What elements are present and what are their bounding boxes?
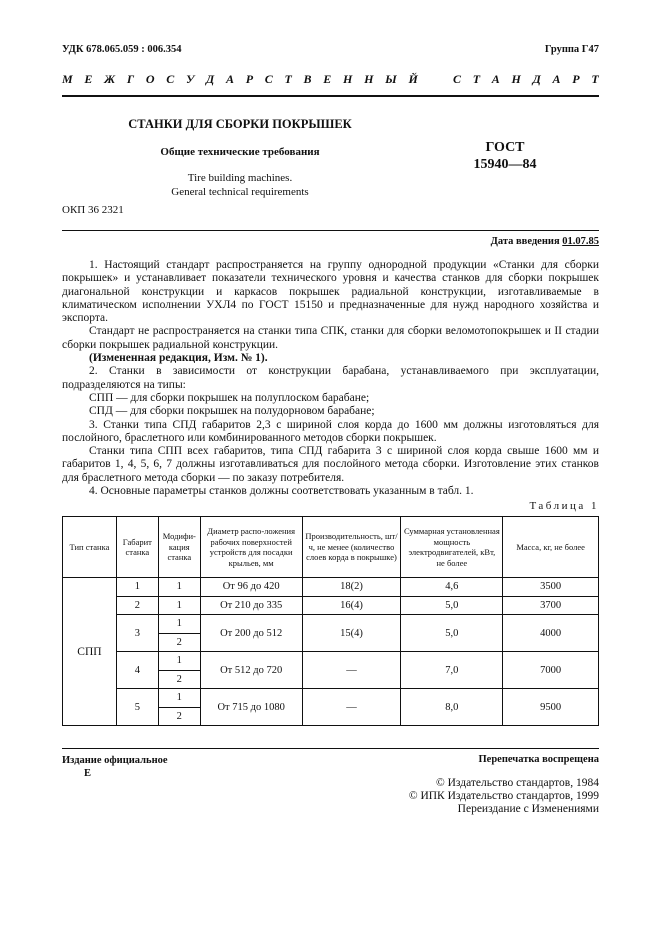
cell-size: 1 [116,578,158,597]
cell-size: 4 [116,652,158,689]
cell-modification: 2 [158,707,200,726]
introduction-date-value: 01.07.85 [562,236,599,247]
column-header: Диаметр распо-ложения рабочих поверхностей устройств для посадки крыльев, мм [200,517,302,578]
banner-letter: Т [472,72,481,86]
document-title: СТАНКИ ДЛЯ СБОРКИ ПОКРЫШЕК [128,117,352,131]
cell-modification: 2 [158,670,200,689]
udk-code: УДК 678.065.059 : 006.354 [62,44,182,55]
banner-letter: А [491,72,500,86]
cell-modification: 1 [158,652,200,671]
english-title-line-2: General technical requirements [171,186,309,198]
cell-mass: 3700 [503,596,599,615]
table-row [63,615,599,634]
cell-type: СПП [63,578,117,726]
reissue-note: Переиздание с Изменениями [457,803,599,815]
parameters-table [62,516,599,726]
cell-size: 3 [116,615,158,652]
banner-letter: Е [84,72,93,86]
cell-power: 8,0 [401,689,503,726]
english-title-line-1: Tire building machines. [187,172,293,184]
copyright-1984: © Издательство стандартов, 1984 [435,777,599,789]
banner-letter: Е [323,72,332,86]
cell-diameter: От 200 до 512 [200,615,302,652]
cell-diameter: От 210 до 335 [200,596,302,615]
banner-letter: В [303,72,312,86]
cell-modification: 1 [158,578,200,597]
cell-size: 5 [116,689,158,726]
paragraph: (Измененная редакция, Изм. № 1). [89,352,268,365]
banner-letter: Н [511,72,521,86]
cell-mass: 7000 [503,652,599,689]
paragraph: 4. Основные параметры станков должны соответствовать указанным в табл. 1. [89,485,474,498]
gost-number [460,139,550,173]
table-row [63,652,599,671]
column-header: Суммарная установленная мощность электродвигателей, кВт, не более [401,517,503,578]
paragraph: 1. Настоящий стандарт распространяется на группу однородной продукции «Станки для сборки покрышек» и устанавливает показатели технического уровня и качества станков для сборки покрышек диагональной конструкции и каркасов покрышек радиальной конструкции, изготавливаемые в климатическом исполнении УХЛ4 по ГОСТ 15150 и предназначенные для нужд народного хозяйства и экспорта. [62,259,599,325]
cell-mass: 3500 [503,578,599,597]
table-row [63,596,599,615]
edition-block [62,754,168,780]
reprint-notice: Перепечатка воспрещена [478,754,599,765]
gost-label: ГОСТ [485,140,525,155]
banner-letter: А [552,72,561,86]
banner-letter: С [264,72,273,86]
paragraph: 2. Станки в зависимости от конструкции барабана, устанавливаемого при эксплуатации, подразделяются на типы: [62,365,599,391]
cell-power: 5,0 [401,615,503,652]
banner-letter: У [185,72,195,86]
footer-rule [62,748,599,749]
column-header: Масса, кг, не более [503,517,599,578]
paragraph: Станки типа СПП всех габаритов, типа СПД габарита 3 с шириной слоя корда свыше 1600 мм и габаритов 1, 4, 5, 6, 7 должны изготавливаться для послойного метода сборки. Изготовление этих станков для браслетного метода сборки — по заказу потребителя. [62,445,599,484]
banner-letter: Ж [104,72,116,86]
banner-letter: Ы [385,72,397,86]
paragraph: СПД — для сборки покрышек на полудорновом барабане; [89,405,375,418]
banner-letter: Г [126,72,135,86]
cell-power: 4,6 [401,578,503,597]
banner-letter: Т [284,72,292,86]
banner-letter: А [225,72,234,86]
table-body [63,578,599,726]
group-code: Группа Г47 [544,44,599,55]
cell-modification: 1 [158,615,200,634]
banner-letter: О [145,72,155,86]
table-row [63,578,599,597]
copyright-1999: © ИПК Издательство стандартов, 1999 [408,790,599,802]
cell-productivity: 16(4) [302,596,401,615]
banner-letter: Т [591,72,599,86]
cell-size: 2 [116,596,158,615]
column-header: Модифи-кация станка [158,517,200,578]
interstate-standard-banner [62,72,599,87]
cell-diameter: От 512 до 720 [200,652,302,689]
title-block [100,117,380,199]
column-header: Тип станка [63,517,117,578]
banner-letter: Й [408,72,418,86]
body-text [62,259,599,498]
banner-letter: Р [572,72,580,86]
cell-mass: 4000 [503,615,599,652]
cell-modification: 2 [158,633,200,652]
introduction-date [491,236,599,247]
table-caption: Таблица 1 [529,500,599,512]
cell-productivity: — [302,689,401,726]
introduction-date-label: Дата введения [490,236,563,247]
cell-power: 7,0 [401,652,503,689]
table-row [63,689,599,708]
banner-letter: Н [364,72,374,86]
paragraph: Стандарт не распространяется на станки типа СПК, станки для сборки веломотопокрышек и II стадии сборки покрышек радиальной конструкции. [62,325,599,351]
cell-diameter: От 715 до 1080 [200,689,302,726]
banner-letter: Д [206,72,215,86]
cell-modification: 1 [158,689,200,708]
banner-letter: С [166,72,175,86]
column-header: Габарит станка [116,517,158,578]
banner-letter: С [453,72,462,86]
cell-productivity: 15(4) [302,615,401,652]
banner-rule [62,95,599,97]
banner-letter: Н [343,72,353,86]
table-header-row [63,517,599,578]
copyright-block [409,777,599,816]
date-rule [62,230,599,231]
banner-letter: М [62,72,73,86]
edition-mark: E [84,768,92,779]
cell-power: 5,0 [401,596,503,615]
column-header: Производительность, шт/ч, не менее (количество слоев корда в покрышке) [302,517,401,578]
gost-code: 15940—84 [473,157,537,172]
cell-diameter: От 96 до 420 [200,578,302,597]
banner-letter: Д [532,72,541,86]
official-edition: Издание официальное [62,755,168,766]
cell-modification: 1 [158,596,200,615]
okp-code: ОКП 36 2321 [62,204,124,216]
english-title [100,171,380,199]
banner-letter: Р [245,72,254,86]
cell-productivity: 18(2) [302,578,401,597]
cell-mass: 9500 [503,689,599,726]
paragraph: 3. Станки типа СПД габаритов 2,3 с шириной слоя корда до 1600 мм должны изготовляться для послойного, браслетного или комбинированного методов сборки покрышек. [62,418,599,444]
document-subtitle: Общие технические требования [160,146,320,158]
cell-productivity: — [302,652,401,689]
paragraph: СПП — для сборки покрышек на полуплоском барабане; [89,391,370,404]
